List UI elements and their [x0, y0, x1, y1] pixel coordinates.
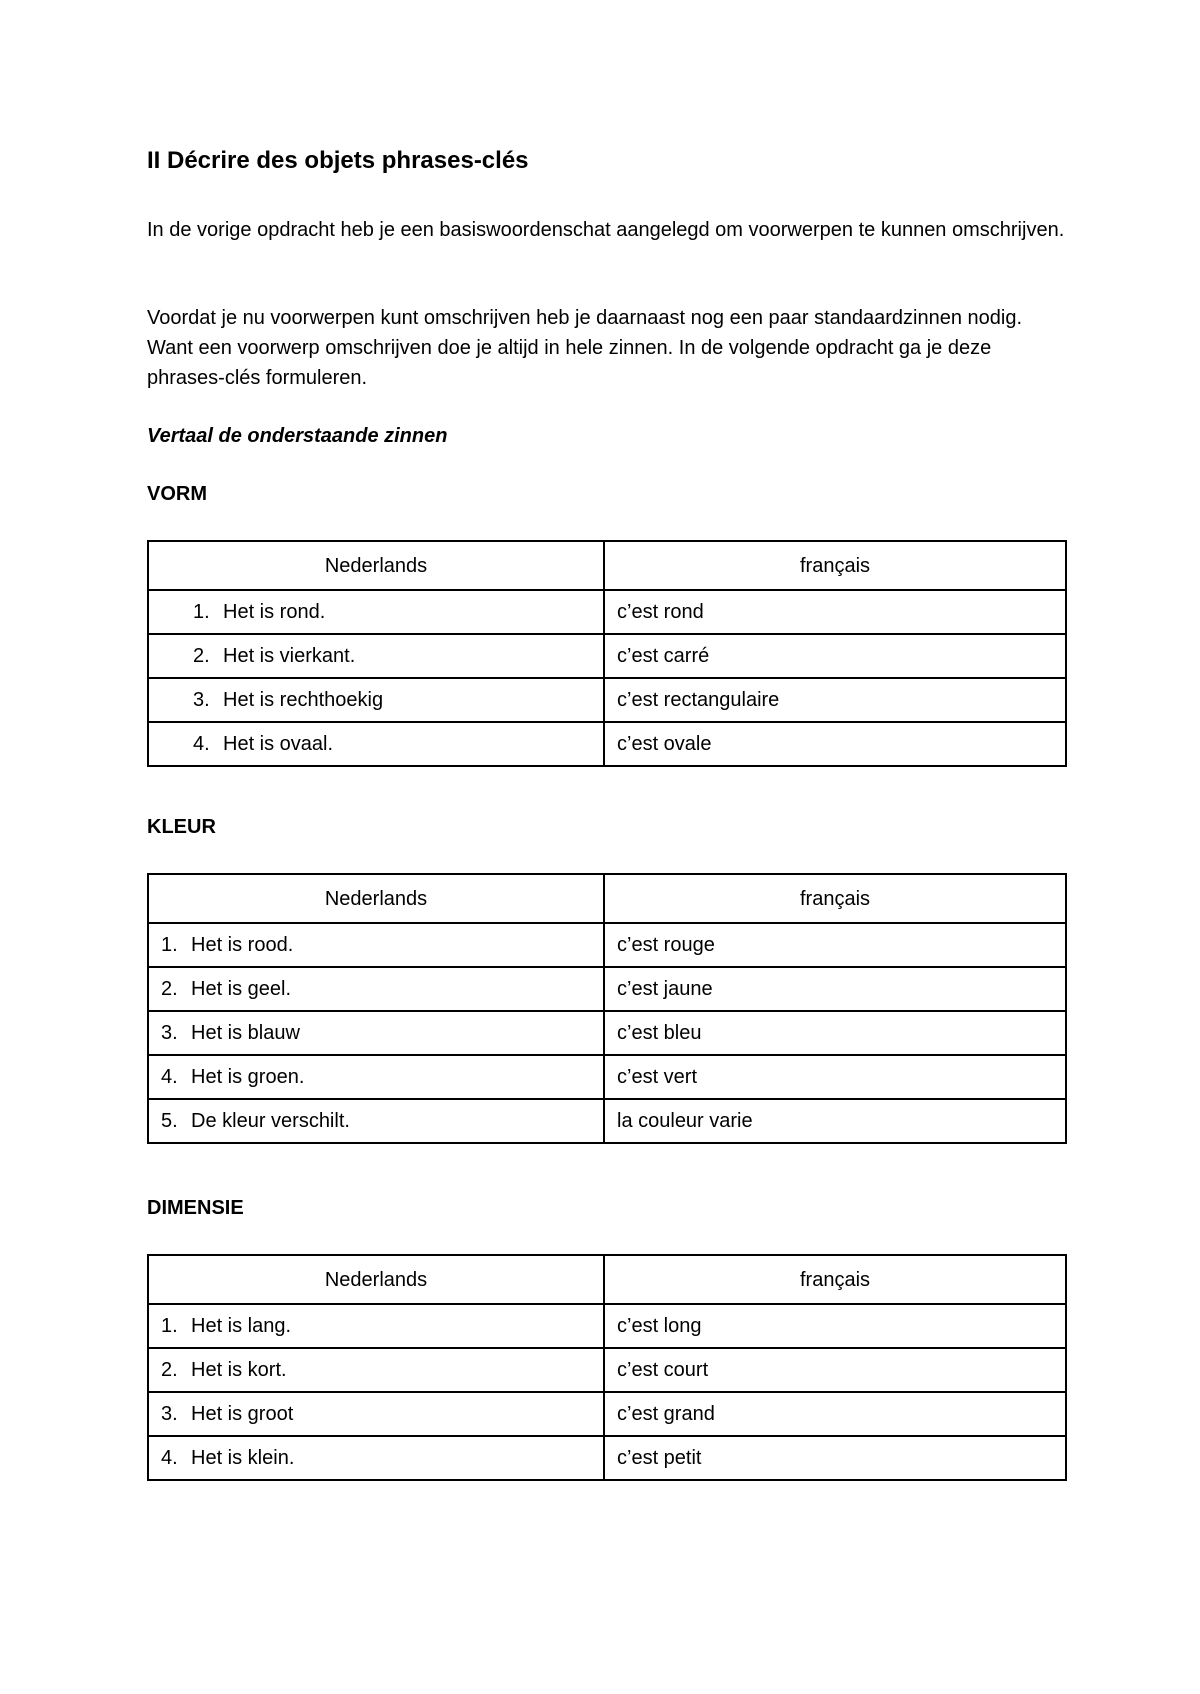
- column-header-francais: français: [604, 541, 1066, 590]
- cell-nederlands: [148, 1099, 604, 1143]
- intro-paragraph: In de vorige opdracht heb je een basiswoordenschat aangelegd om voorwerpen te kunnen omschrijven.: [147, 219, 1065, 241]
- row-number: 3.: [161, 1022, 178, 1044]
- row-number: 1.: [161, 1315, 178, 1337]
- dutch-sentence: Het is groen.: [191, 1066, 305, 1088]
- row-number: 1.: [161, 934, 178, 956]
- instruction-text: Vertaal de onderstaande zinnen: [147, 425, 448, 447]
- cell-nederlands: [148, 590, 604, 634]
- cell-nederlands: [148, 1436, 604, 1480]
- table-row: [148, 590, 1066, 634]
- table-row: [148, 967, 1066, 1011]
- cell-nederlands: [148, 967, 604, 1011]
- cell-francais: c’est rectangulaire: [604, 678, 1066, 722]
- dutch-sentence: Het is rood.: [191, 934, 294, 956]
- table-dimensie: [147, 1254, 1067, 1481]
- cell-francais: c’est carré: [604, 634, 1066, 678]
- table-row: [148, 923, 1066, 967]
- cell-nederlands: [148, 678, 604, 722]
- row-number: 4.: [193, 733, 210, 755]
- cell-nederlands: [148, 923, 604, 967]
- table-header-row: [148, 874, 1066, 923]
- row-number: 3.: [193, 689, 210, 711]
- row-number: 2.: [193, 645, 210, 667]
- section-heading-dimensie: DIMENSIE: [147, 1197, 244, 1219]
- dutch-sentence: Het is groot: [191, 1403, 294, 1425]
- table-row: [148, 1348, 1066, 1392]
- table-row: [148, 1011, 1066, 1055]
- dutch-sentence: Het is vierkant.: [223, 645, 356, 667]
- row-number: 2.: [161, 978, 178, 1000]
- row-number: 3.: [161, 1403, 178, 1425]
- cell-nederlands: [148, 1348, 604, 1392]
- cell-francais: c’est court: [604, 1348, 1066, 1392]
- table-row: [148, 1304, 1066, 1348]
- page-title: II Décrire des objets phrases-clés: [147, 147, 529, 174]
- column-header-francais: français: [604, 1255, 1066, 1304]
- cell-nederlands: [148, 1011, 604, 1055]
- row-number: 4.: [161, 1447, 178, 1469]
- table-row: [148, 634, 1066, 678]
- table-row: [148, 678, 1066, 722]
- table-row: [148, 1099, 1066, 1143]
- cell-francais: la couleur varie: [604, 1099, 1066, 1143]
- column-header-francais: français: [604, 874, 1066, 923]
- dutch-sentence: Het is blauw: [191, 1022, 300, 1044]
- section-heading-vorm: VORM: [147, 483, 207, 505]
- row-number: 1.: [193, 601, 210, 623]
- table-row: [148, 722, 1066, 766]
- table-kleur: [147, 873, 1067, 1144]
- cell-francais: c’est bleu: [604, 1011, 1066, 1055]
- table-row: [148, 1436, 1066, 1480]
- cell-francais: c’est long: [604, 1304, 1066, 1348]
- column-header-nederlands: Nederlands: [148, 874, 604, 923]
- cell-nederlands: [148, 1304, 604, 1348]
- dutch-sentence: Het is lang.: [191, 1315, 292, 1337]
- cell-francais: c’est jaune: [604, 967, 1066, 1011]
- dutch-sentence: Het is geel.: [191, 978, 292, 1000]
- dutch-sentence: Het is klein.: [191, 1447, 295, 1469]
- second-paragraph: Voordat je nu voorwerpen kunt omschrijven heb je daarnaast nog een paar standaardzinnen nodig. Want een voorwerp omschrijven doe je altijd in hele zinnen. In de volgende opdracht ga je deze phrases-clés formuleren.: [147, 307, 1023, 389]
- cell-francais: c’est petit: [604, 1436, 1066, 1480]
- table-header-row: [148, 1255, 1066, 1304]
- dutch-sentence: Het is ovaal.: [223, 733, 334, 755]
- table-vorm: [147, 540, 1067, 767]
- dutch-sentence: Het is rechthoekig: [223, 689, 384, 711]
- dutch-sentence: Het is kort.: [191, 1359, 287, 1381]
- row-number: 4.: [161, 1066, 178, 1088]
- row-number: 5.: [161, 1110, 178, 1132]
- section-heading-kleur: KLEUR: [147, 816, 216, 838]
- cell-francais: c’est rouge: [604, 923, 1066, 967]
- cell-francais: c’est rond: [604, 590, 1066, 634]
- cell-nederlands: [148, 1055, 604, 1099]
- row-number: 2.: [161, 1359, 178, 1381]
- dutch-sentence: De kleur verschilt.: [191, 1110, 350, 1132]
- table-row: [148, 1392, 1066, 1436]
- column-header-nederlands: Nederlands: [148, 1255, 604, 1304]
- dutch-sentence: Het is rond.: [223, 601, 326, 623]
- cell-nederlands: [148, 1392, 604, 1436]
- cell-francais: c’est ovale: [604, 722, 1066, 766]
- cell-nederlands: [148, 634, 604, 678]
- cell-francais: c’est grand: [604, 1392, 1066, 1436]
- table-header-row: [148, 541, 1066, 590]
- column-header-nederlands: Nederlands: [148, 541, 604, 590]
- cell-nederlands: [148, 722, 604, 766]
- table-row: [148, 1055, 1066, 1099]
- cell-francais: c’est vert: [604, 1055, 1066, 1099]
